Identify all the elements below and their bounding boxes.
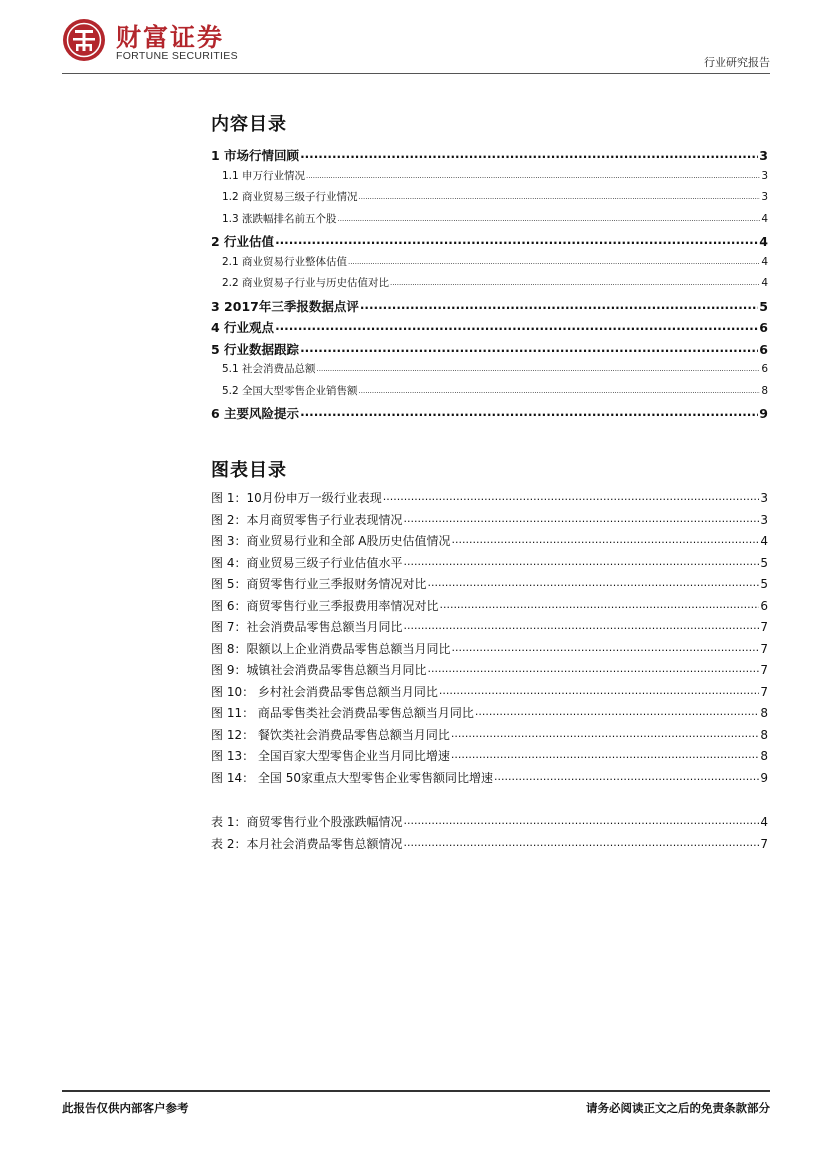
- toc-entry-label: 5.1 社会消费品总额: [222, 363, 316, 375]
- dot-leader: [427, 576, 759, 589]
- toc-entry[interactable]: [211, 404, 768, 426]
- figure-entry-page: 8: [760, 706, 768, 720]
- figure-entry[interactable]: [211, 575, 768, 597]
- figure-entry-page: 6: [760, 598, 768, 613]
- toc-entry-page: 5: [759, 298, 768, 314]
- toc-entry-page: 8: [761, 384, 768, 397]
- toc-entry-page: 4: [759, 234, 768, 249]
- footer-disclaimer-left: 此报告仅供内部客户参考: [62, 1101, 189, 1115]
- figure-entry[interactable]: [211, 769, 768, 791]
- dot-leader: [383, 490, 760, 503]
- figure-entry-label: 图 13： 全国百家大型零售企业当月同比增速: [211, 749, 450, 763]
- figure-entry-page: 3: [760, 491, 768, 505]
- toc-entry-page: 4: [761, 277, 768, 289]
- figure-entry[interactable]: [211, 704, 768, 726]
- dot-leader: [475, 705, 759, 718]
- toc-entry[interactable]: [211, 318, 768, 340]
- dot-leader: [439, 598, 759, 611]
- toc-entry[interactable]: [211, 168, 768, 190]
- dot-leader: [275, 233, 758, 247]
- dot-leader: [451, 641, 759, 654]
- figure-entry-page: 9: [760, 770, 768, 785]
- figure-entry-label: 图 9：城镇社会消费品零售总额当月同比: [211, 663, 427, 677]
- figure-entry-page: 5: [760, 555, 768, 570]
- toc-entry[interactable]: [211, 211, 768, 233]
- logo-chinese-name: 财富证券: [116, 23, 225, 52]
- figure-entry-label: 图 4：商业贸易三级子行业估值水平: [211, 555, 403, 570]
- dot-leader: [359, 387, 761, 395]
- toc-entry-page: 6: [759, 320, 768, 335]
- figure-entry-page: 4: [760, 534, 768, 548]
- figure-entry-label: 图 5：商贸零售行业三季报财务情况对比: [211, 577, 427, 591]
- dot-leader: [427, 662, 759, 675]
- figure-entry[interactable]: [211, 726, 768, 748]
- dot-leader: [451, 727, 759, 740]
- toc-entry-label: 5.2 全国大型零售企业销售额: [222, 384, 358, 397]
- toc-entry-label: 1.3 涨跌幅排名前五个股: [222, 212, 337, 225]
- figure-entry[interactable]: [211, 618, 768, 640]
- header-divider: [62, 73, 770, 74]
- toc-entry[interactable]: [211, 189, 768, 211]
- toc-entry-page: 3: [761, 169, 768, 182]
- table-entry-page: 7: [760, 836, 768, 851]
- figure-entry[interactable]: [211, 597, 768, 619]
- dot-leader: [275, 319, 758, 333]
- dot-leader: [439, 684, 759, 697]
- figure-entry-page: 8: [760, 749, 768, 763]
- figure-entry[interactable]: [211, 554, 768, 576]
- figure-entry[interactable]: [211, 511, 768, 533]
- figure-entry-page: 5: [760, 577, 768, 591]
- figure-entry[interactable]: [211, 532, 768, 554]
- toc-entry-label: 3 2017年三季报数据点评: [211, 298, 359, 314]
- dot-leader: [300, 405, 758, 419]
- toc-entry-label: 1.1 申万行业情况: [222, 169, 306, 182]
- fortune-logo-icon: [62, 18, 106, 62]
- toc-entry-label: 2.1 商业贸易行业整体估值: [222, 255, 348, 268]
- dot-leader: [390, 279, 760, 287]
- toc-entry-label: 2 行业估值: [211, 234, 275, 249]
- figure-entry-page: 8: [760, 727, 768, 742]
- table-entry-label: 表 1：商贸零售行业个股涨跌幅情况: [211, 815, 403, 829]
- page-header: [62, 16, 770, 74]
- dot-leader: [494, 770, 759, 783]
- dot-leader: [451, 748, 759, 761]
- figure-entry-label: 图 8：限额以上企业消费品零售总额当月同比: [211, 641, 451, 656]
- toc-entry-page: 3: [759, 148, 768, 163]
- figure-entry-label: 图 10： 乡村社会消费品零售总额当月同比: [211, 684, 438, 699]
- toc-entry-page: 4: [761, 212, 768, 225]
- figure-entry-label: 图 6：商贸零售行业三季报费用率情况对比: [211, 598, 439, 613]
- logo-english-name: FORTUNE SECURITIES: [116, 50, 238, 62]
- toc-entry-page: 6: [761, 363, 768, 375]
- dot-leader: [403, 619, 759, 632]
- dot-leader: [306, 172, 760, 180]
- footer-disclaimer-right: 请务必阅读正文之后的免责条款部分: [586, 1101, 770, 1115]
- toc-entry-label: 1 市场行情回顾: [211, 148, 300, 163]
- toc-entry[interactable]: [211, 275, 768, 297]
- dot-leader: [403, 512, 759, 525]
- figure-entry[interactable]: [211, 683, 768, 705]
- table-entry[interactable]: [211, 835, 768, 857]
- toc-entry[interactable]: [211, 254, 768, 276]
- figures-title: 图表目录: [211, 460, 287, 481]
- toc-entry-page: 3: [761, 191, 768, 203]
- toc-entry-page: 4: [761, 255, 768, 268]
- tables-list: [211, 813, 768, 856]
- toc-entry-label: 4 行业观点: [211, 320, 275, 335]
- dot-leader: [403, 836, 759, 849]
- toc-entry[interactable]: [211, 340, 768, 362]
- toc-entry[interactable]: [211, 361, 768, 383]
- report-type-label: 行业研究报告: [704, 56, 770, 69]
- figure-entry-label: 图 2：本月商贸零售子行业表现情况: [211, 512, 403, 527]
- dot-leader: [403, 814, 759, 827]
- toc-entry[interactable]: [211, 383, 768, 405]
- dot-leader: [317, 365, 761, 373]
- figures-list: [211, 489, 768, 790]
- toc-entry-page: 6: [759, 341, 768, 357]
- figure-entry-label: 图 14： 全国 50家重点大型零售企业零售额同比增速: [211, 770, 493, 785]
- figure-entry[interactable]: [211, 747, 768, 769]
- figure-entry-label: 图 7：社会消费品零售总额当月同比: [211, 620, 403, 634]
- dot-leader: [360, 298, 758, 312]
- toc-entry[interactable]: [211, 232, 768, 254]
- dot-leader: [403, 555, 759, 568]
- footer-divider: [62, 1090, 770, 1092]
- figure-entry-page: 7: [760, 620, 768, 634]
- table-entry-page: 4: [760, 815, 768, 829]
- figure-entry[interactable]: [211, 489, 768, 511]
- figure-entry-label: 图 1：10月份申万一级行业表现: [211, 491, 382, 505]
- figure-entry-label: 图 12： 餐饮类社会消费品零售总额当月同比: [211, 727, 450, 742]
- dot-leader: [451, 533, 759, 546]
- toc-entry-page: 9: [759, 406, 768, 421]
- dot-leader: [348, 258, 760, 266]
- figure-entry[interactable]: [211, 640, 768, 662]
- figure-entry[interactable]: [211, 661, 768, 683]
- figure-entry-page: 7: [760, 684, 768, 699]
- figure-entry-label: 图 3：商业贸易行业和全部 A股历史估值情况: [211, 534, 451, 548]
- toc-entry[interactable]: [211, 297, 768, 319]
- dot-leader: [300, 147, 758, 161]
- dot-leader: [300, 341, 758, 355]
- figure-entry-label: 图 11： 商品零售类社会消费品零售总额当月同比: [211, 706, 474, 720]
- toc-entry[interactable]: [211, 146, 768, 168]
- toc-entry-label: 1.2 商业贸易三级子行业情况: [222, 191, 358, 203]
- dot-leader: [338, 215, 761, 223]
- toc-title: 内容目录: [211, 114, 287, 135]
- table-entry-label: 表 2：本月社会消费品零售总额情况: [211, 836, 403, 851]
- figure-entry-page: 7: [760, 663, 768, 677]
- figure-entry-page: 3: [760, 512, 768, 527]
- dot-leader: [359, 193, 761, 201]
- toc-entry-label: 6 主要风险提示: [211, 406, 300, 421]
- toc-list: [211, 146, 768, 426]
- figure-entry-page: 7: [760, 641, 768, 656]
- table-entry[interactable]: [211, 813, 768, 835]
- toc-entry-label: 5 行业数据跟踪: [211, 341, 300, 357]
- toc-entry-label: 2.2 商业贸易子行业与历史估值对比: [222, 277, 390, 289]
